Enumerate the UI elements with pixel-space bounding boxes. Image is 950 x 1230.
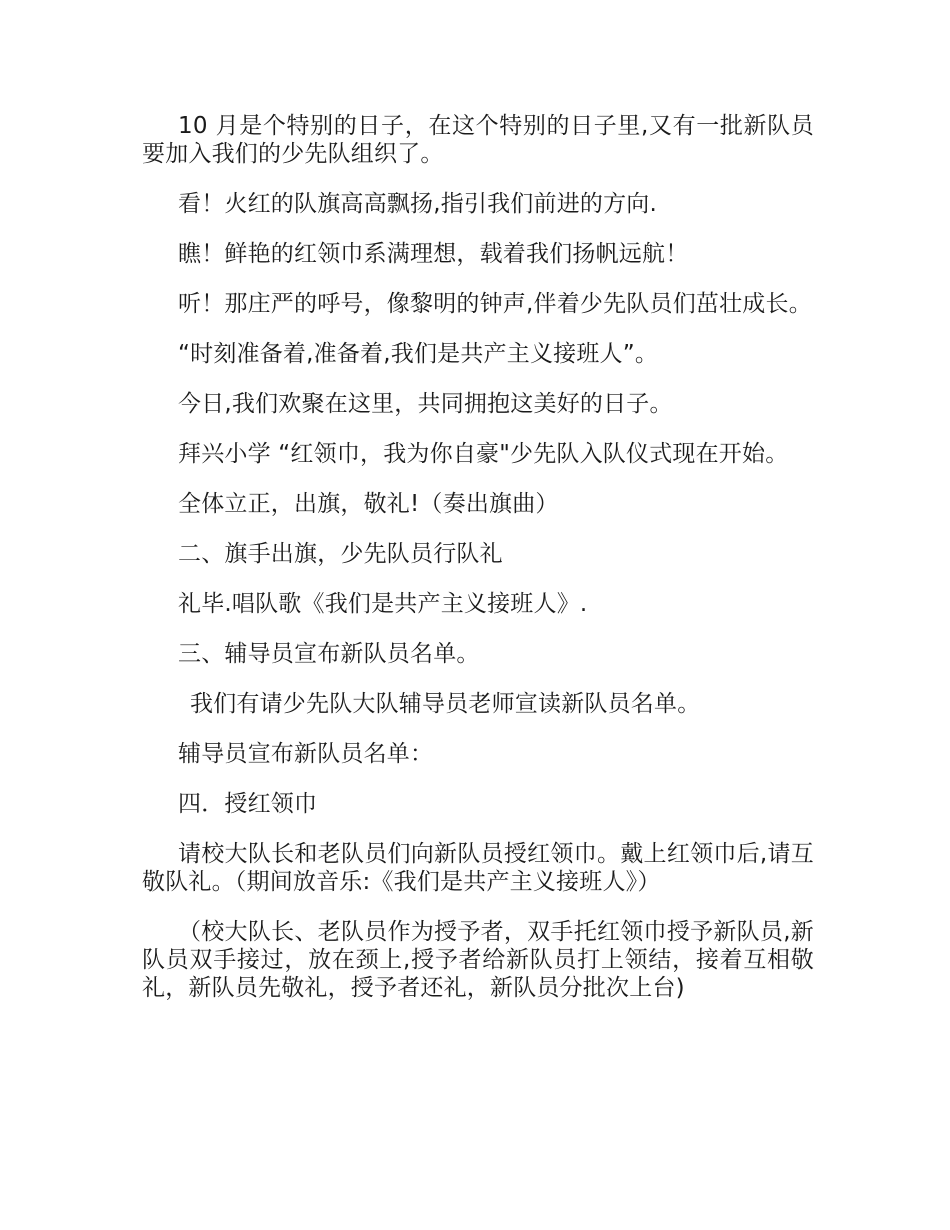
paragraph-anthem: 礼毕.唱队歌《我们是共产主义接班人》. bbox=[178, 591, 588, 617]
paragraph-red-scarf: 瞧！鲜艳的红领巾系满理想，载着我们扬帆远航！ bbox=[178, 241, 689, 267]
paragraph-counselor-list: 辅导员宣布新队员名单： bbox=[178, 741, 434, 767]
paragraph-scarf-ceremony: 请校大队长和老队员们向新队员授红领巾。戴上红领巾后,请互敬队礼。（期间放音乐:《我们是共产主义接班人》） bbox=[142, 841, 814, 895]
paragraph-section-two: 二、旗手出旗，少先队员行队礼 bbox=[178, 541, 503, 567]
paragraph-listen-oath: 听！那庄严的呼号，像黎明的钟声,伴着少先队员们茁壮成长。 bbox=[178, 291, 812, 317]
document-body bbox=[142, 112, 814, 1024]
paragraph-section-four: 四．授红领巾 bbox=[178, 791, 318, 817]
paragraph-gathering: 今日,我们欢聚在这里，共同拥抱这美好的日子。 bbox=[178, 391, 673, 417]
paragraph-intro: 10 月是个特别的日子，在这个特别的日子里,又有一批新队员要加入我们的少先队组织了。 bbox=[142, 113, 814, 167]
paragraph-attention: 全体立正，出旗，敬礼!（奏出旗曲） bbox=[178, 491, 559, 517]
paragraph-section-three: 三、辅导员宣布新队员名单。 bbox=[178, 641, 480, 667]
paragraph-ceremony-start: 拜兴小学 “红领巾，我为你自豪"少先队入队仪式现在开始。 bbox=[178, 441, 789, 467]
paragraph-scarf-details: （校大队长、老队员作为授予者，双手托红领巾授予新队员,新队员双手接过，放在颈上,授予者给新队员打上领结，接着互相敬礼，新队员先敬礼，授予者还礼，新队员分批次上台) bbox=[142, 919, 814, 1001]
paragraph-invite-counselor: 我们有请少先队大队辅导员老师宣读新队员名单。 bbox=[190, 691, 701, 717]
paragraph-look-flag: 看！火红的队旗高高飘扬,指引我们前进的方向. bbox=[178, 191, 658, 217]
paragraph-motto: “时刻准备着,准备着,我们是共产主义接班人”。 bbox=[178, 341, 659, 367]
